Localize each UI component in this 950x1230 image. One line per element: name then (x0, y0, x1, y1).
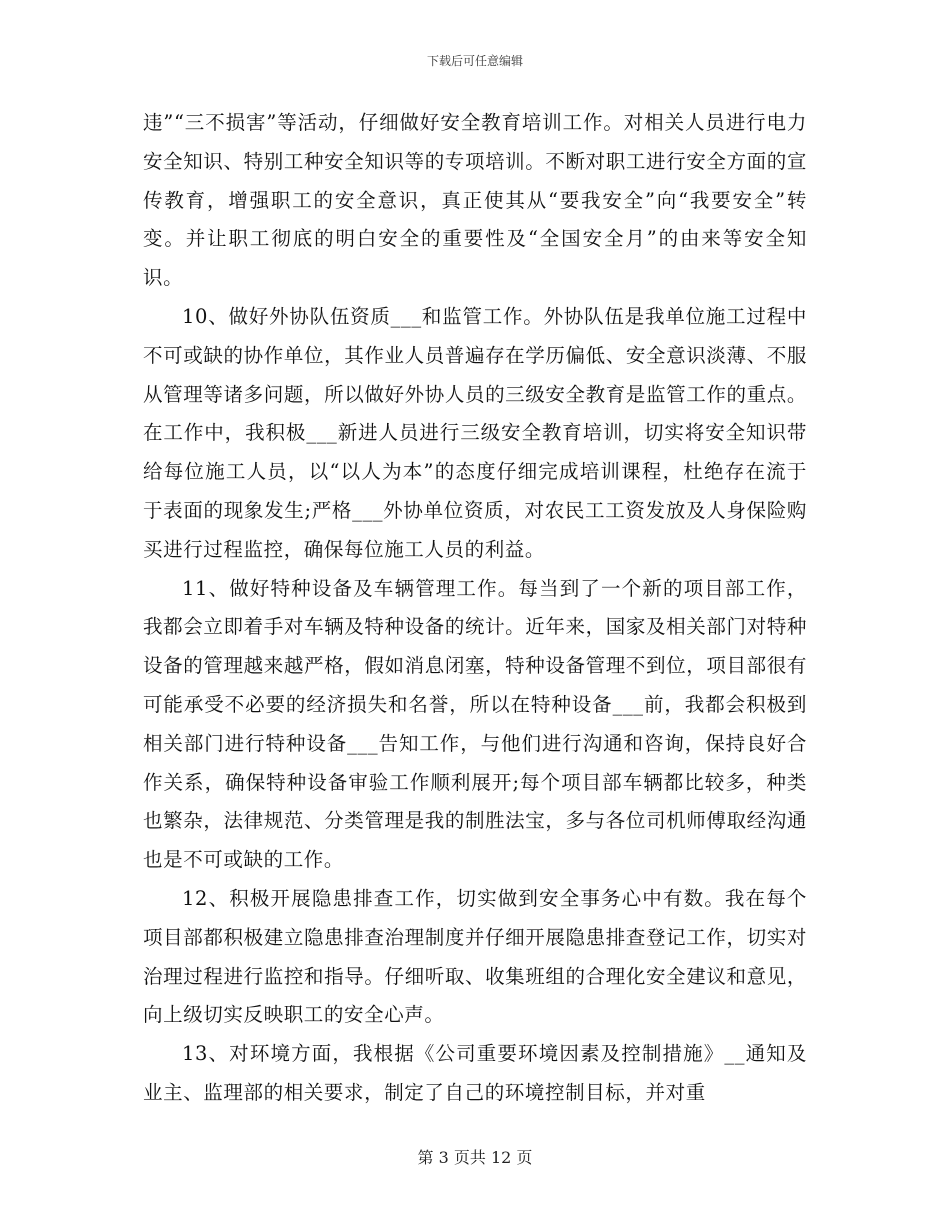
paragraph: 违”“三不损害”等活动，仔细做好安全教育培训工作。对相关人员进行电力安全知识、特别工种安全知识等的专项培训。不断对职工进行安全方面的宣传教育，增强职工的安全意识，真正使其从“要我安全”向“我要安全”转变。并让职工彻底的明白安全的重要性及“全国安全月”的由来等安全知识。 (143, 111, 807, 290)
paragraph: 12、积极开展隐患排查工作，切实做到安全事务心中有数。我在每个项目部都积极建立隐患排查治理制度并仔细开展隐患排查登记工作，切实对治理过程进行监控和指导。仔细听取、收集班组的合理化安全建议和意见，向上级切实反映职工的安全心声。 (143, 886, 807, 1027)
page-number-footer: 第 3 页共 12 页 (417, 1148, 533, 1167)
paragraph: 11、做好特种设备及车辆管理工作。每当到了一个新的项目部工作，我都会立即着手对车辆及特种设备的统计。近年来，国家及相关部门对特种设备的管理越来越严格，假如消息闭塞，特种设备管理不到位，项目部很有可能承受不必要的经济损失和名誉，所以在特种设备___前，我都会积极到相关部门进行特种设备___告知工作，与他们进行沟通和咨询，保持良好合作关系，确保特种设备审验工作顺利展开;每个项目部车辆都比较多，种类也繁杂，法律规范、分类管理是我的制胜法宝，多与各位司机师傅取经沟通也是不可或缺的工作。 (143, 576, 807, 872)
page-header: 下载后可任意编辑 (426, 54, 523, 68)
paragraph: 10、做好外协队伍资质___和监管工作。外协队伍是我单位施工过程中不可或缺的协作单位，其作业人员普遍存在学历偏低、安全意识淡薄、不服从管理等诸多问题，所以做好外协人员的三级安全教育是监管工作的重点。在工作中，我积极___新进人员进行三级安全教育培训，切实将安全知识带给每位施工人员，以“以人为本”的态度仔细完成培训课程，杜绝存在流于于表面的现象发生;严格___外协单位资质，对农民工工资发放及人身保险购买进行过程监控，确保每位施工人员的利益。 (143, 304, 807, 561)
document-body (143, 104, 807, 1113)
paragraph: 13、对环境方面，我根据《公司重要环境因素及控制措施》__通知及业主、监理部的相关要求，制定了自己的环境控制目标，并对重 (143, 1042, 807, 1104)
